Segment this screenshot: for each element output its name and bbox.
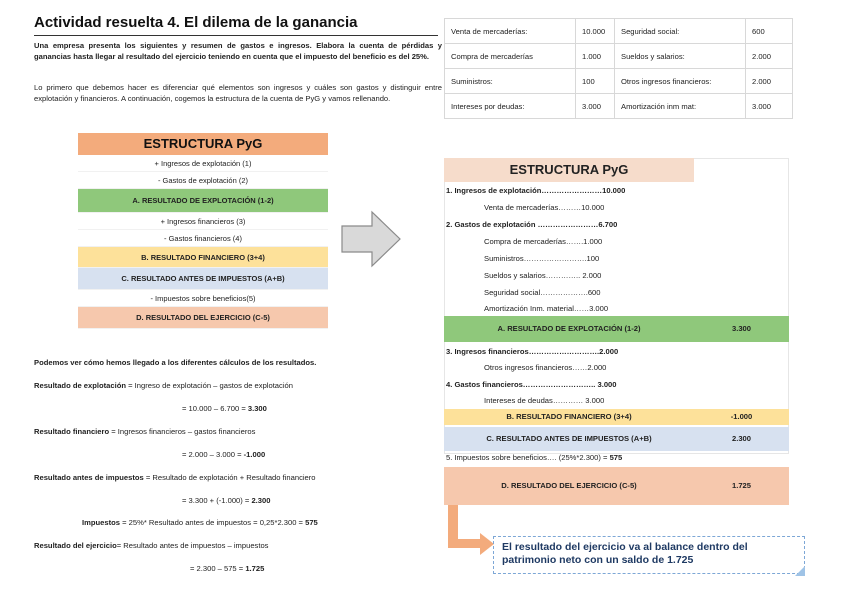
table-cell: Sueldos y salarios: xyxy=(615,44,746,69)
table-row xyxy=(445,69,793,94)
intro-paragraph: Una empresa presenta los siguientes y resumen de gastos e ingresos. Elabora la cuenta de pérdidas y ganancias hasta llegar al resultado del ejercicio teniendo en cuenta que el impuesto del beneficio es del 25%. xyxy=(34,41,442,61)
calc-rai-label: Resultado antes de impuestos xyxy=(34,473,144,482)
calc-financiero-expression: = 2.000 – 3.000 = xyxy=(182,450,244,459)
calc-intro: Podemos ver cómo hemos llegado a los diferentes cálculos de los resultados. xyxy=(34,358,317,367)
calc-explotacion-definition xyxy=(34,381,444,391)
right-line-gastos-explotacion: 2. Gastos de explotación ……………………6.700 xyxy=(446,220,618,229)
table-cell: 10.000 xyxy=(576,19,615,44)
table-cell: 100 xyxy=(576,69,615,94)
calc-rai-result: 2.300 xyxy=(251,496,271,505)
calc-ejercicio-expression: = 2.300 – 575 = xyxy=(190,564,246,573)
right-line-intereses: Intereses de deudas………… 3.000 xyxy=(484,396,605,405)
right-structure-title: ESTRUCTURA PyG xyxy=(444,158,694,182)
right-band-resultado-antes-impuestos-value: 2.300 xyxy=(694,427,789,451)
calc-rai-definition xyxy=(34,473,444,483)
calc-financiero-formula xyxy=(182,450,265,460)
right-line-impuestos-value: 575 xyxy=(609,453,623,462)
calc-explotacion-def: = Ingreso de explotación – gastos de explotación xyxy=(126,381,293,390)
table-cell: Compra de mercaderías xyxy=(445,44,576,69)
left-row-impuestos: - Impuestos sobre beneficios(5) xyxy=(78,290,328,307)
right-line-venta: Venta de mercaderías………10.000 xyxy=(484,203,605,212)
explanation-paragraph: Lo primero que debemos hacer es diferenciar qué elementos son ingresos y cuáles son gastos y distinguir entre explotación y financieros. A continuación, cogemos la estructura de la cuenta de PyG y vamos rellenando. xyxy=(34,83,442,103)
left-row-resultado-ejercicio: D. RESULTADO DEL EJERCICIO (C-5) xyxy=(78,307,328,329)
right-line-ingresos-explotacion: 1. Ingresos de explotación……………………10.000 xyxy=(446,186,626,195)
resize-handle-icon xyxy=(795,566,805,576)
right-line-impuestos xyxy=(446,453,622,462)
calc-financiero-def: = Ingresos financieros – gastos financieros xyxy=(109,427,256,436)
table-cell: Venta de mercaderías: xyxy=(445,19,576,44)
table-cell: Otros ingresos financieros: xyxy=(615,69,746,94)
calc-explotacion-label: Resultado de explotación xyxy=(34,381,126,390)
calc-impuestos-result: 575 xyxy=(305,518,318,527)
right-band-resultado-explotacion: A. RESULTADO DE EXPLOTACIÓN (1-2) xyxy=(444,316,694,342)
calc-financiero-result: -1.000 xyxy=(243,450,266,459)
left-row-gastos-financieros: - Gastos financieros (4) xyxy=(78,230,328,247)
calc-financiero-label: Resultado financiero xyxy=(34,427,110,436)
left-row-resultado-financiero: B. RESULTADO FINANCIERO (3+4) xyxy=(78,247,328,268)
calc-rai-formula xyxy=(182,496,270,506)
left-row-ingresos-explotacion: + Ingresos de explotación (1) xyxy=(78,155,328,172)
right-line-otros-ingresos: Otros ingresos financieros……2.000 xyxy=(484,363,607,372)
right-line-seguridad: Seguridad social……………….600 xyxy=(484,288,601,297)
right-arrow-icon xyxy=(340,210,402,268)
result-note: El resultado del ejercicio va al balance dentro del patrimonio neto con un saldo de 1.725 xyxy=(493,536,805,574)
left-row-resultado-explotacion: A. RESULTADO DE EXPLOTACIÓN (1-2) xyxy=(78,189,328,213)
left-structure-title: ESTRUCTURA PyG xyxy=(78,133,328,155)
table-cell: Amortización inm mat: xyxy=(615,94,746,119)
title-underline xyxy=(34,35,438,36)
calc-impuestos-def: = 25%* Resultado antes de impuestos = 0,25*2.300 = xyxy=(119,518,306,527)
right-line-gastos-financieros: 4. Gastos financieros……………………….. 3.000 xyxy=(446,380,617,389)
calc-impuestos-label: Impuestos xyxy=(82,518,120,527)
calc-ejercicio-formula xyxy=(190,564,264,574)
calc-ejercicio-def: = Resultado antes de impuestos – impuestos xyxy=(116,541,269,550)
right-band-resultado-financiero: B. RESULTADO FINANCIERO (3+4) xyxy=(444,409,694,425)
table-cell: 600 xyxy=(746,19,793,44)
calc-rai-def: = Resultado de explotación + Resultado financiero xyxy=(143,473,316,482)
table-cell: 1.000 xyxy=(576,44,615,69)
calc-explotacion-expression: = 10.000 – 6.700 = xyxy=(182,404,248,413)
connector-arrowhead-icon xyxy=(480,533,494,555)
table-row xyxy=(445,94,793,119)
right-line-sueldos: Sueldos y salarios………….. 2.000 xyxy=(484,271,602,280)
table-cell: Seguridad social: xyxy=(615,19,746,44)
table-cell: 3.000 xyxy=(576,94,615,119)
table-cell: 2.000 xyxy=(746,69,793,94)
right-line-suministros: Suministros…………………….100 xyxy=(484,254,600,263)
table-row xyxy=(445,19,793,44)
table-cell: 2.000 xyxy=(746,44,793,69)
right-band-resultado-ejercicio-value: 1.725 xyxy=(694,467,789,505)
page-title: Actividad resuelta 4. El dilema de la ganancia xyxy=(34,14,358,31)
data-table xyxy=(444,18,793,119)
left-pyg-structure xyxy=(78,133,328,329)
calc-ejercicio-result: 1.725 xyxy=(245,564,265,573)
table-cell: 3.000 xyxy=(746,94,793,119)
right-band-resultado-financiero-value: -1.000 xyxy=(694,409,789,425)
table-row xyxy=(445,44,793,69)
calc-explotacion-formula xyxy=(182,404,267,414)
calc-financiero-definition xyxy=(34,427,444,437)
table-cell: Intereses por deudas: xyxy=(445,94,576,119)
left-row-gastos-explotacion: - Gastos de explotación (2) xyxy=(78,172,328,189)
right-line-ingresos-financieros: 3. Ingresos financieros……………………….2.000 xyxy=(446,347,619,356)
calc-rai-expression: = 3.300 + (-1.000) = xyxy=(182,496,252,505)
calc-ejercicio-label: Resultado del ejercicio xyxy=(34,541,117,550)
right-line-amortizacion: Amortización Inm. material……3.000 xyxy=(484,304,609,313)
left-row-ingresos-financieros: + Ingresos financieros (3) xyxy=(78,213,328,230)
right-band-resultado-explotacion-value: 3.300 xyxy=(694,316,789,342)
table-cell: Suministros: xyxy=(445,69,576,94)
left-row-resultado-antes-impuestos: C. RESULTADO ANTES DE IMPUESTOS (A+B) xyxy=(78,268,328,290)
connector-horizontal xyxy=(448,539,482,548)
right-line-compra: Compra de mercaderías…….1.000 xyxy=(484,237,603,246)
right-line-impuestos-text: 5. Impuestos sobre beneficios…. (25%*2.300) = xyxy=(446,453,610,462)
calc-explotacion-result: 3.300 xyxy=(247,404,267,413)
right-band-resultado-antes-impuestos: C. RESULTADO ANTES DE IMPUESTOS (A+B) xyxy=(444,427,694,451)
right-band-resultado-ejercicio: D. RESULTADO DEL EJERCICIO (C-5) xyxy=(444,467,694,505)
calc-impuestos xyxy=(82,518,442,528)
calc-ejercicio-definition xyxy=(34,541,444,551)
